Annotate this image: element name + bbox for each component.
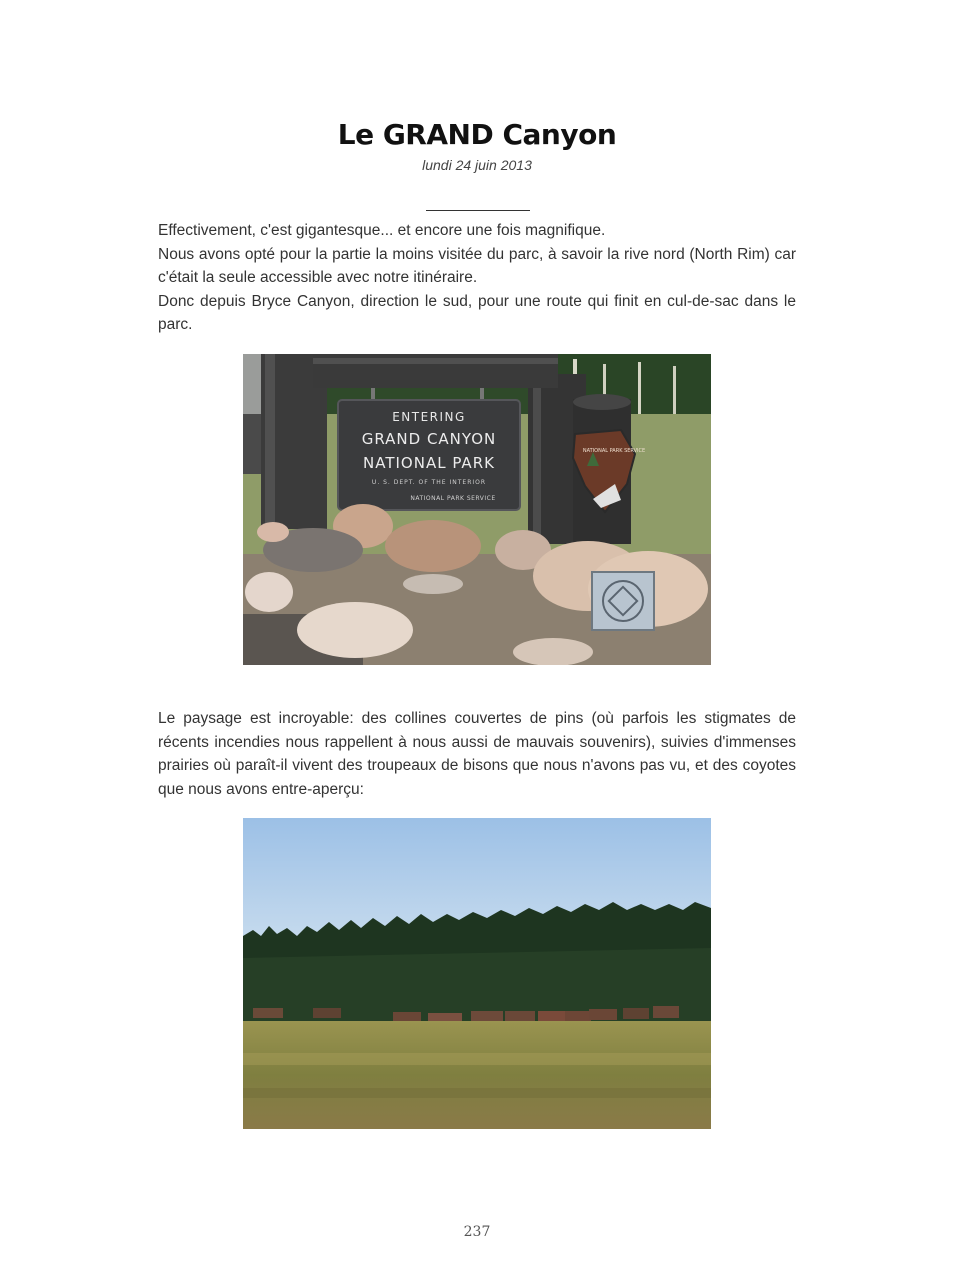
entrance-sign-photo <box>243 354 711 665</box>
intro-line-2: Nous avons opté pour la partie la moins visitée du parc, à savoir la rive nord (North Rim) car c'était la seule accessible avec notre itinéraire. <box>158 245 796 286</box>
title-separator <box>426 210 530 211</box>
sign-grand-canyon: GRAND CANYON <box>361 430 497 448</box>
badge-text: NATIONAL PARK SERVICE <box>582 448 646 454</box>
sign-dept-interior: U. S. DEPT. OF THE INTERIOR <box>371 479 487 486</box>
post-date: lundi 24 juin 2013 <box>422 157 532 173</box>
intro-line-3: Donc depuis Bryce Canyon, direction le sud, pour une route qui finit en cul-de-sac dans le parc. <box>158 292 796 333</box>
sign-entering: ENTERING <box>392 410 466 424</box>
sign-national-park: NATIONAL PARK <box>363 454 495 472</box>
sign-park-service: NATIONAL PARK SERVICE <box>410 495 496 502</box>
landscape-paragraph: Le paysage est incroyable: des collines couvertes de pins (où parfois les stigmates de récents incendies nous rappellent à nous aussi de mauvais souvenirs), suivies d'immenses prairies où paraît-il vivent des troupeaux de bisons que nous n'avons pas vu, et des coyotes que nous avons entre-aperçu: <box>158 710 796 798</box>
intro-line-1: Effectivement, c'est gigantesque... et encore une fois magnifique. <box>158 222 606 239</box>
intro-paragraph <box>158 219 796 337</box>
page-number: 237 <box>463 1224 491 1240</box>
page-title: Le GRAND Canyon <box>337 118 617 151</box>
meadow-photo <box>243 818 711 1129</box>
